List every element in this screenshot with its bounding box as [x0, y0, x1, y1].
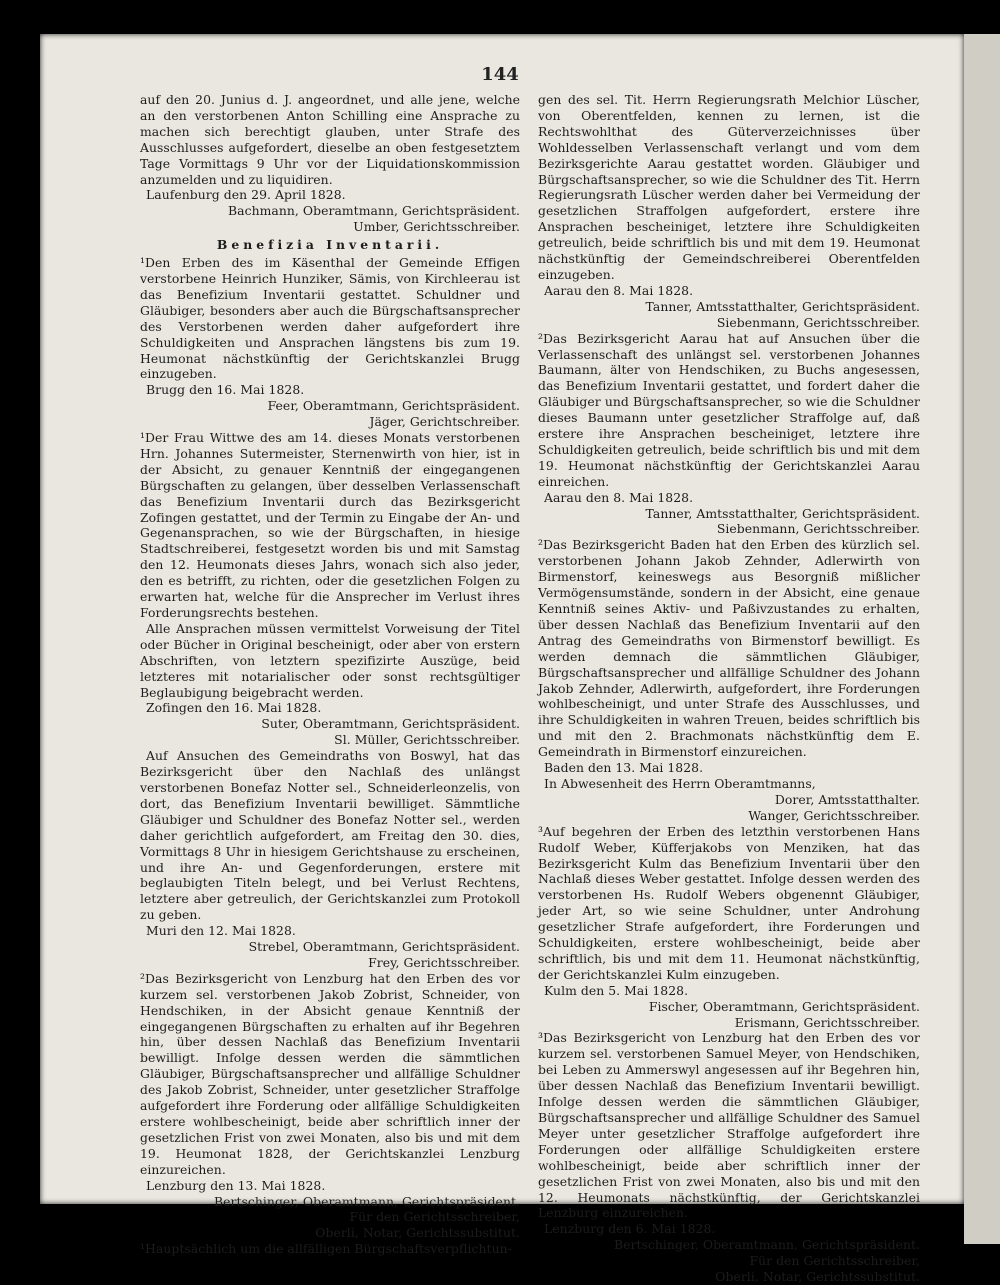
right-column-paragraph: ³Auf begehren der Erben des letzthin verstorbenen Hans Rudolf Weber, Küfferjakobs von Menziken, hat das Bezirksgericht Kulm das Benefizium Inventarii über den Nachlaß dieses Weber gestattet. Infolge dessen werden des verstorbenen Hs. Rudolf Webers obgenennt Gläubiger, jeder Art, so wie seine Schuldner, unter Androhung gesetzlicher Strafe aufgefordert, ihre Forderungen und Schuldigkeiten, erstere wohlbescheinigt, beide aber schriftlich, bis und mit dem 11. Heumonat nächstkünftig, der Gerichtskanzlei Kulm einzugeben. [538, 823, 920, 982]
right-column-paragraph: gen des sel. Tit. Herrn Regierungsrath Melchior Lüscher, von Oberentfelden, kennen zu lernen, ist die Rechtswohlthat des Güterverzeichnisses über Wohldesselben Verlassenschaft verlangt und vom dem Bezirksgerichte Aarau gestattet worden. Gläubiger und Bürgschaftsansprecher, so wie die Schuldner des Tit. Herrn Regierungsrath Lüscher werden daher bei Vermeidung der gesetzlichen Straffolgen aufgefordert, erstere ihre Ansprachen bescheiniget, letztere ihre Schuldigkeiten getreulich, beide schriftlich bis und mit dem 19. Heumonat nächstkünftig der Gemeindschreiberei Oberentfelden einzugeben. [538, 92, 920, 282]
left-column-paragraph: ¹Der Frau Wittwe des am 14. dieses Monats verstorbenen Hrn. Johannes Sutermeister, Sternenwirth von hier, ist in der Absicht, zu genauer Kenntniß der eingegangenen Bürgschaften zu gelangen, über desselben Verlassenschaft das Benefizium Inventarii durch das Bezirksgericht Zofingen gestattet, und der Termin zu Eingabe der An- und Gegenansprachen, so wie der Bürgschaften, in hiesige Stadtschreiberei, festgesetzt worden bis und mit Samstag den 12. Heumonats dieses Jahrs, wonach sich also jeder, den es betrifft, zu richten, oder die gesetzlichen Folgen zu erwarten hat, welche für die Ansprecher im Verlust ihres Forderungsrechts bestehen. [140, 430, 520, 620]
left-column-paragraph: Feer, Oberamtmann, Gerichtspräsident. [267, 398, 520, 414]
right-column-paragraph: Aarau den 8. Mai 1828. [544, 489, 694, 505]
right-column-paragraph: Dorer, Amtsstatthalter. [774, 791, 920, 807]
left-column-paragraph: Jäger, Gerichtschreiber. [369, 414, 520, 430]
right-column-paragraph: In Abwesenheit des Herrn Oberamtmanns, [544, 775, 816, 791]
right-column-paragraph: Bertschinger, Oberamtmann, Gerichtspräsident. [613, 1237, 920, 1253]
left-column-paragraph: Lenzburg den 13. Mai 1828. [146, 1177, 326, 1193]
right-column-paragraph: ²Das Bezirksgericht Baden hat den Erben des kürzlich sel. verstorbenen Johann Jakob Zehnder, Adlerwirth von Birmenstorf, keineswegs aus Besorgniß mißlicher Vermögensumstände, sondern in der Absicht, eine genaue Kenntniß seines Aktiv- und Paßivzustandes zu erhalten, über dessen Nachlaß das Benefizium Inventarii auf den Antrag des Gemeindraths von Birmenstorf bewilligt. Es werden demnach die sämmtlichen Gläubiger, Bürgschaftsansprecher und allfällige Schuldner des Johann Jakob Zehnder, Adlerwirth, aufgefordert, ihre Forderungen wohlbescheinigt, und unter Strafe des Ausschlusses, und ihre Schuldigkeiten in wahren Treuen, beides schriftlich bis und mit den 2. Brachmonats nächstkünftig dem E. Gemeindrath in Birmenstorf einzureichen. [538, 537, 920, 760]
right-column-paragraph: Aarau den 8. Mai 1828. [544, 282, 694, 298]
left-column-paragraph: Bertschinger, Oberamtmann, Gerichtspräsident. [213, 1193, 520, 1209]
right-column-paragraph: Für den Gerichtsschreiber, [749, 1253, 920, 1269]
left-column-paragraph: ¹Hauptsächlich um die allfälligen Bürgschaftsverpflichtun- [140, 1241, 512, 1257]
left-column-paragraph: auf den 20. Junius d. J. angeordnet, und alle jene, welche an den verstorbenen Anton Schilling eine Ansprache zu machen sich berechtigt glauben, unter Strafe des Ausschlusses aufgefordert, dieselbe an oben festgesetztem Tage Vormittags 9 Uhr vor der Liquidationskommission anzumelden und zu liquidiren. [140, 92, 520, 187]
right-column-paragraph: ²Das Bezirksgericht Aarau hat auf Ansuchen über die Verlassenschaft des unlängst sel. verstorbenen Johannes Baumann, älter von Hendschiken, zu Buchs angesessen, das Benefizium Inventarii gestattet, und fordert daher die Gläubiger und Bürgschaftsansprecher, so wie die Schuldner dieses Baumann unter gesetzlicher Straffolge auf, daß erstere ihre Ansprachen bescheiniget, letztere ihre Schuldigkeiten getreulich, beide schriftlich bis und mit dem 19. Heumonat nächstkünftig der Gerichtskanzlei Aarau einreichen. [538, 330, 920, 489]
left-column-paragraph: Strebel, Oberamtmann, Gerichtspräsident. [248, 939, 520, 955]
right-column-paragraph: Lenzburg den 6. Mai 1828. [544, 1221, 716, 1237]
left-column-paragraph: Bachmann, Oberamtmann, Gerichtspräsident. [228, 203, 520, 219]
right-column-paragraph: Tanner, Amtsstatthalter, Gerichtspräsident. [645, 505, 920, 521]
left-column-paragraph: Sl. Müller, Gerichtsschreiber. [334, 732, 520, 748]
right-column-paragraph: ³Das Bezirksgericht von Lenzburg hat den Erben des vor kurzem sel. verstorbenen Samuel Meyer, von Hendschiken, bei Leben zu Ammerswyl angesessen auf ihr Begehren hin, über dessen Nachlaß das Benefizium Inventarii bewilligt. Infolge dessen werden die sämmtlichen Gläubiger, Bürgschaftsansprecher und allfällige Schuldner des Samuel Meyer unter gesetzlicher Straffolge aufgefordert ihre Forderungen oder allfällige Schuldigkeiten erstere wohlbescheinigt, beide aber schriftlich inner der gesetzlichen Frist von zwei Monaten, also bis und mit den 12. Heumonats nächstkünftig, der Gerichtskanzlei Lenzburg einzureichen. [538, 1030, 920, 1221]
right-column-paragraph: Fischer, Oberamtmann, Gerichtspräsident. [648, 998, 920, 1014]
right-column-paragraph: Wanger, Gerichtsschreiber. [748, 807, 920, 823]
left-column-paragraph: Laufenburg den 29. April 1828. [146, 187, 346, 203]
left-column-paragraph: Alle Ansprachen müssen vermittelst Vorweisung der Titel oder Bücher in Original bescheinigt, oder aber von erstern Abschriften, von letztern spezifizirte Auszüge, beid letzteres mit notarialischer oder sonst rechtsgültiger Beglaubigung beigebracht werden. [140, 620, 520, 700]
left-column-paragraph: Suter, Oberamtmann, Gerichtspräsident. [261, 716, 520, 732]
left-column-paragraph: ²Das Bezirksgericht von Lenzburg hat den Erben des vor kurzem sel. verstorbenen Jakob Zobrist, Schneider, von Hendschiken, in der Absicht genaue Kenntniß der eingegangenen Bürgschaften zu erhalten auf ihr Begehren hin, über dessen Nachlaß das Benefizium Inventarii bewilligt. Infolge dessen werden die sämmtlichen Gläubiger, Bürgschaftsansprecher und allfällige Schuldner des Jakob Zobrist, Schneider, unter gesetzlicher Straffolge aufgefordert ihre Forderung oder allfällige Schuldigkeiten erstere wohlbescheinigt, beide aber schriftlich inner der gesetzlichen Frist von zwei Monaten, also bis und mit dem 19. Heumonat 1828, der Gerichtskanzlei Lenzburg einzureichen. [140, 970, 520, 1177]
left-column-paragraph: Muri den 12. Mai 1828. [146, 923, 296, 939]
left-column-paragraph: Frey, Gerichtsschreiber. [368, 954, 520, 970]
left-column-paragraph: Benefizia Inventarii. [216, 237, 444, 253]
right-column-paragraph: Siebenmann, Gerichtsschreiber. [716, 314, 920, 330]
left-column-paragraph: Umber, Gerichtsschreiber. [353, 219, 520, 235]
right-column-paragraph: Tanner, Amtsstatthalter, Gerichtspräsident. [645, 298, 920, 314]
right-text-column [538, 92, 920, 1285]
left-column-paragraph: Brugg den 16. Mai 1828. [146, 382, 305, 398]
left-column-paragraph: Für den Gerichtsschreiber, [349, 1209, 520, 1225]
right-column-paragraph: Erismann, Gerichtsschreiber. [734, 1014, 920, 1030]
right-column-paragraph: Kulm den 5. Mai 1828. [544, 982, 689, 998]
page-number: 144 [481, 64, 519, 85]
left-column-paragraph: Zofingen den 16. Mai 1828. [146, 700, 322, 716]
right-column-paragraph: Baden den 13. Mai 1828. [544, 760, 704, 776]
left-column-paragraph: Auf Ansuchen des Gemeindraths von Boswyl, hat das Bezirksgericht über den Nachlaß des unlängst verstorbenen Bonefaz Notter sel., Schneiderleonzelis, von dort, das Benefizium Inventarii bewilliget. Sämmtliche Gläubiger und Schuldner des Bonefaz Notter sel., werden daher gerichtlich aufgefordert, am Freitag den 30. dies, Vormittags 8 Uhr in hiesigem Gerichtshause zu erscheinen, und ihre An- und Gegenforderungen, erstere mit beglaubigten Titeln belegt, und bei Verlust Rechtens, letztere aber getreulich, der Gerichtskanzlei zum Protokoll zu geben. [140, 748, 520, 923]
adjacent-page-edge [964, 34, 1000, 1244]
right-column-paragraph: Siebenmann, Gerichtsschreiber. [716, 521, 920, 537]
left-text-column [140, 92, 520, 1257]
left-column-paragraph: Oberli, Notar, Gerichtssubstitut. [315, 1225, 520, 1241]
right-column-paragraph: Oberli, Notar, Gerichtssubstitut. [715, 1269, 920, 1285]
left-column-paragraph: ¹Den Erben des im Käsenthal der Gemeinde Effigen verstorbene Heinrich Hunziker, Sämis, von Kirchleerau ist das Benefizium Inventarii gestattet. Schuldner und Gläubiger, besonders aber auch die Bürgschaftsansprecher des Verstorbenen werden daher aufgefordert ihre Schuldigkeiten und Ansprachen längstens bis zum 19. Heumonat nächstkünftig der Gerichtskanzlei Brugg einzugeben. [140, 255, 520, 382]
